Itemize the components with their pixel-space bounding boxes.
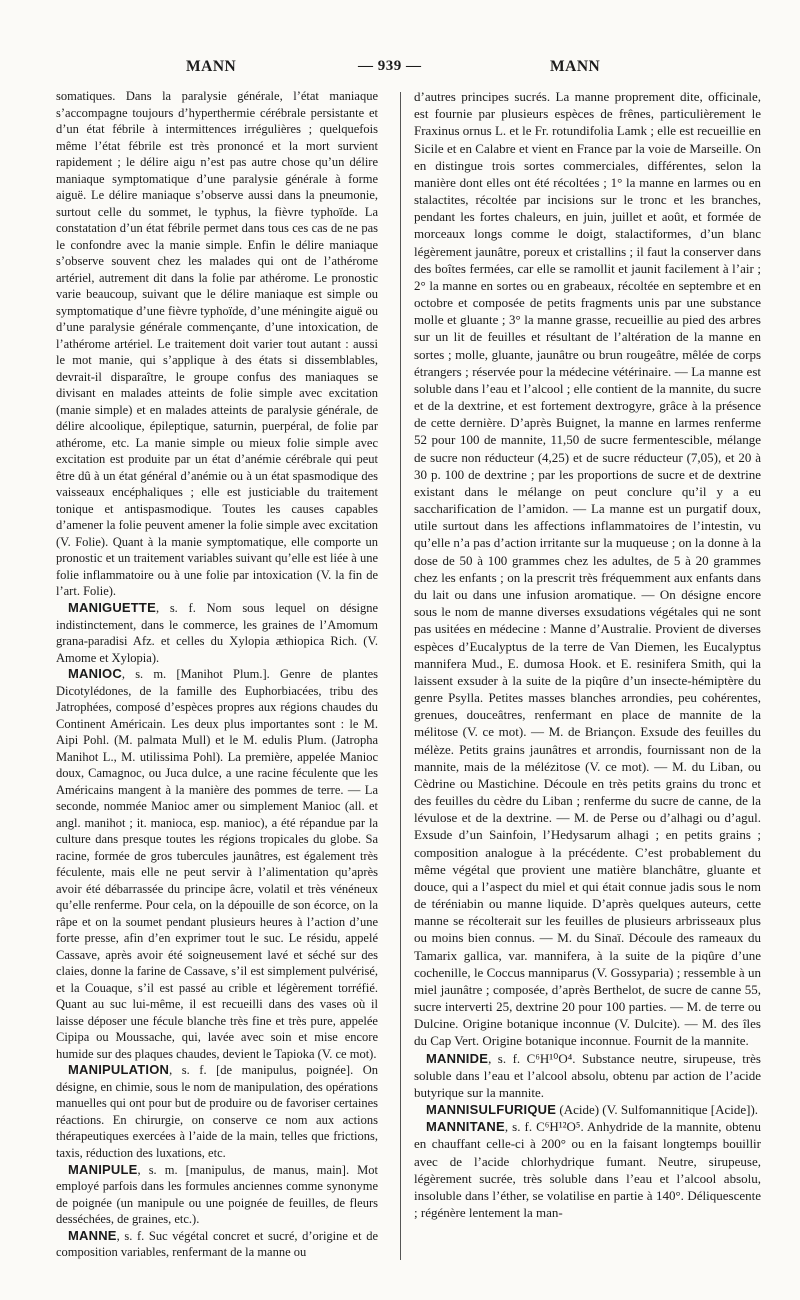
entry-mannitane <box>414 1118 761 1221</box>
entry-manioc <box>56 666 378 1062</box>
running-header <box>0 58 800 82</box>
entry-text-manipule: , s. m. [manipulus, de manus, main]. Mot employé parfois dans les formules anciennes comme synonyme de poignée (un manipule ou une poignée de feuilles, de fleurs desséchées, de graines, etc.). <box>56 1162 378 1227</box>
entry-term-mannide: MANNIDE <box>426 1050 489 1066</box>
column-divider <box>400 92 401 1260</box>
entry-maniguette <box>56 600 378 666</box>
entry-text-mannitane: , s. f. C⁶H¹²O⁵. Anhydride de la mannite, obtenu en chauffant celle-ci à 200° ou en la faisant longtemps bouillir avec de l’acide chlorhydrique fumant. Neutre, sirupeuse, légèrement sucrée, très soluble dans l’eau et l’alcool absolu, insoluble dans l’éther, se volatilise en partie à 140°. Déliquescente ; régénère lentement la man- <box>414 1119 761 1221</box>
entry-text-mannide: , s. f. C⁶H¹⁰O⁴. Substance neutre, sirupeuse, très soluble dans l’eau et l’alcool absolu, obtenu par action de l’acide butyrique sur la mannite. <box>414 1050 761 1100</box>
entry-text-manne: , s. f. Suc végétal concret et sucré, d’origine et de composition variables, renfermant de la manne ou <box>56 1228 378 1260</box>
header-right-word: MANN <box>550 58 601 75</box>
entry-term-mannisulfurique: MANNISULFURIQUE <box>426 1102 557 1118</box>
entry-manne <box>56 1228 378 1261</box>
entry-text-manipulation: , s. f. [de manipulus, poignée]. On désigne, en chimie, sous le nom de manipulation, des opérations manuelles qui ont pour but de produire ou de favoriser certaines réactions. En chirurgie, on conserve ce nom aux actions thérapeutiques exercées à l’aide de la main, telles que frictions, taxis, réduction des luxations, etc. <box>56 1063 378 1160</box>
entry-text-manioc: , s. m. [Manihot Plum.]. Genre de plantes Dicotylédones, de la famille des Euphorbiacées, tribu des Jatrophées, composé d’espèces propres aux régions chaudes du Continent Américain. Les deux plus importantes sont : le M. Aipi Pohl. (M. palmata Mull) et le M. edulis Plum. (Jatropha Manihot L., M. utilissima Pohl). La première, appelée Manioc doux, Camagnoc, ou Juca dulce, a une racine féculente que les Américains mangent à la manière des pommes de terre. — La seconde, nommée Manioc amer ou simplement Manioc (all. et angl. manihot ; it. manioca, esp. manioc), a été répandue par la culture dans presque toutes les régions tropicales du globe. Sa racine, formée de gros tubercules jaunâtres, est également très féculente, mais elle ne peut servir à l’alimentation qu’après avoir été débarrassée du principe âcre, volatil et très vénéneux qu’elle renferme. Pour cela, on la dépouille de son écorce, on la râpe et on la soumet pendant plusieurs heures à l’action d’une forte presse, afin d’en exprimer tout le suc. Le résidu, appelé Cassave, après avoir été soigneusement lavé et séché sur des claies, donne la farine de Cassave, s’il est simplement pulvérisé, et la Couaque, s’il est passé au crible et légèrement torréfié. Quant au suc lui-même, il est recueilli dans des vases où il laisse déposer une fécule blanche très fine et très pure, appelée Cipipa ou Moussache, qui, lavée avec soin et mise encore humide sur des plaques chaudes, devient le Tapioka (V. ce mot). <box>56 667 378 1061</box>
entry-text-mannisulfurique: (Acide) (V. Sulfomannitique [Acide]). <box>556 1102 759 1118</box>
page-number: — 939 — <box>358 58 422 74</box>
right-column <box>414 88 761 1221</box>
entry-term-manipule: MANIPULE <box>68 1161 138 1177</box>
entry-mannide <box>414 1050 761 1102</box>
manie-continuation-paragraph: somatiques. Dans la paralysie générale, l’état maniaque s’accompagne toujours d’hyperthermie cérébrale persistante et d’un état fébrile à intermittences irrégulières ; quelquefois même l’état fébrile est très prononcé et la mort survient rapidement ; le délire aigu n’est pas autre chose qu’un délire maniaque symptomatique d’une paralysie générale à forme aiguë. Le délire maniaque s’observe aussi dans la pneumonie, surtout celle du sommet, le typhus, la fièvre typhoïde. La constatation d’un état fébrile permet dans tous ces cas de ne pas le confondre avec la manie simple. Enfin le délire maniaque s’observe souvent chez les malades qui ont de l’athérome artériel, autrement dit dans la folie par athérome. Le pronostic varie beaucoup, suivant que le délire maniaque est simple ou symptomatique d’une fièvre typhoïde, d’une méningite aiguë ou d’une paralysie générale commençante, d’une intoxication, de l’athérome artériel. Le traitement doit varier tout autant : aussi le mot manie, qui s’applique à des états si dissemblables, devrait-il disparaître, le groupe confus des maniaques se divisant en malades atteints de folie simple avec excitation (manie simple) et en malades atteints de paralysie générale, de délire alcoolique, épileptique, saturnin, puerpéral, de folie par athérome, etc. La manie simple ou mieux folie simple avec excitation est produite par un état d’anémie cérébrale qui peut être dû à un état général d’anémie ou à un état spasmodique des vaisseaux encéphaliques ; elle est justiciable du traitement tonique et antispasmodique. Toutes les causes capables d’amener la folie peuvent amener la folie simple avec excitation (V. Folie). Quant à la manie symptomatique, elle comporte un pronostic et un traitement variables suivant qu’elle est liée à une folie inflammatoire ou à une folie par intoxication (V. la fin de l’art. Folie). <box>56 89 378 599</box>
header-left-word: MANN <box>186 58 237 75</box>
entry-mannisulfurique <box>414 1101 761 1118</box>
manne-continuation-paragraph: d’autres principes sucrés. La manne proprement dite, officinale, est fournie par plusieurs espèces de frênes, particulièrement le Fraxinus ornus L. et le Fr. rotundifolia Lamk ; elle est recueillie en Sicile et en Calabre et vient en France par la voie de Marseille. On en distingue trois sortes commerciales, différentes, selon la manière dont elles ont été récoltées ; 1° la manne en larmes ou en stalactites, récoltée par incisions sur le tronc et les branches, pendant les fortes chaleurs, en juin, juillet et août, et formée de morceaux longs comme le doigt, stalactiformes, d’un blanc légèrement jaunâtre, poreux et cristallins ; il faut la conserver dans des boîtes fermées, car elle se ramollit et jaunit facilement à l’air ; 2° la manne en sortes ou en grabeaux, récoltée en septembre et en octobre et composée de petits fragments unis par une substance molle et gluante ; 3° la manne grasse, recueillie au pied des arbres sur un lit de feuilles et résultant de l’altération de la manne en sortes ; molle, gluante, jaunâtre ou brun rougeâtre, mêlée de corps étrangers ; réservée pour la médecine vétérinaire. — La manne est soluble dans l’eau et l’alcool ; elle contient de la mannite, du sucre et de la dextrine, et est fortement dextrogyre, grâce à la présence de cette dernière. D’après Buignet, la manne en larmes renferme 52 pour 100 de mannite, 11,50 de sucre fermentescible, mélange de sucre non réducteur (4,25) et de sucre réducteur (7,05), et 20 à 30 p. 100 de dextrine ; par les proportions de sucre et de dextrine existant dans le mélange on peut conclure qu’il y a eu saccharification de l’amidon. — La manne est un purgatif doux, utile surtout dans les affections inflammatoires de l’intestin, vu qu’elle n’a pas d’action irritante sur la muqueuse ; on la donne à la dose de 50 à 100 grammes chez les adultes, de 5 à 20 grammes chez les enfants ; on la prescrit très fréquemment aux enfants dans du lait ou dans une infusion aromatique. — On désigne encore sous le nom de manne diverses exsudations végétales qui ne sont pas usitées en médecine : Manne d’Australie. Provient de diverses espèces d’Eucalyptus de la terre de Van Diemen, les Eucalyptus mannifera Mud., E. dumosa Hook. et E. resinifera Smith, qui la laissent exsuder à la suite de la piqûre d’un insecte-hémiptère du genre Psylla. Petites masses blanches arrondies, peu cohérentes, grenues, douceâtres, renfermant en place de mannite de la mélitose (V. ce mot). — M. de Briançon. Exsude des feuilles du mélèze. Petits grains jaunâtres et arrondis, fournissant non de la mannite, mais de la mélézitose (V. ce mot). — M. du Liban, ou Cèdrine ou Mastichine. Découle en très petits grains du tronc et des feuilles du cèdre du Liban ; renferme du sucre de canne, de la lévulose et de la dextrine. — M. de Perse ou d’alhagi ou d’agul. Exsude d’un Sainfoin, l’Hedysarum alhagi ; en petits grains ; composition analogue à la précédente. C’est probablement du même végétal que provient une matière blanchâtre, gluante et douce, qui a l’aspect du miel et qui était connue jadis sous le nom de téréniabin ou manne liquide. D’après quelques auteurs, cette manne se récolterait sur les feuilles de plusieurs arbrisseaux plus ou moins bien connus. — M. du Sinaï. Découle des rameaux du Tamarix gallica, var. mannifera, à la suite de la piqûre d’une cochenille, le Coccus manniparus (V. Gossyparia) ; ressemble à un miel jaunâtre ; composée, d’après Berthelot, de sucre de canne 55, sucre interverti 25, dextrine 20 pour 100 parties. — M. de terre ou Dulcine. Origine botanique inconnue (V. Dulcite). — M. des îles du Cap Vert. Origine botanique inconnue. Fournit de la mannite. <box>414 89 761 1049</box>
entry-term-manioc: MANIOC <box>68 666 122 682</box>
entry-text-maniguette: , s. f. Nom sous lequel on désigne indistinctement, dans le commerce, les graines de l’Amomum grana-paradisi Afz. et celles du Xylopia æthiopica Rich. (V. Amome et Xylopia). <box>56 600 378 665</box>
entry-term-mannitane: MANNITANE <box>426 1119 505 1135</box>
entry-term-manipulation: MANIPULATION <box>68 1062 170 1078</box>
left-column <box>56 88 378 1261</box>
entry-manipule <box>56 1162 378 1228</box>
entry-term-manne: MANNE <box>68 1227 117 1243</box>
entry-manipulation <box>56 1062 378 1161</box>
entry-term-maniguette: MANIGUETTE <box>68 599 156 615</box>
